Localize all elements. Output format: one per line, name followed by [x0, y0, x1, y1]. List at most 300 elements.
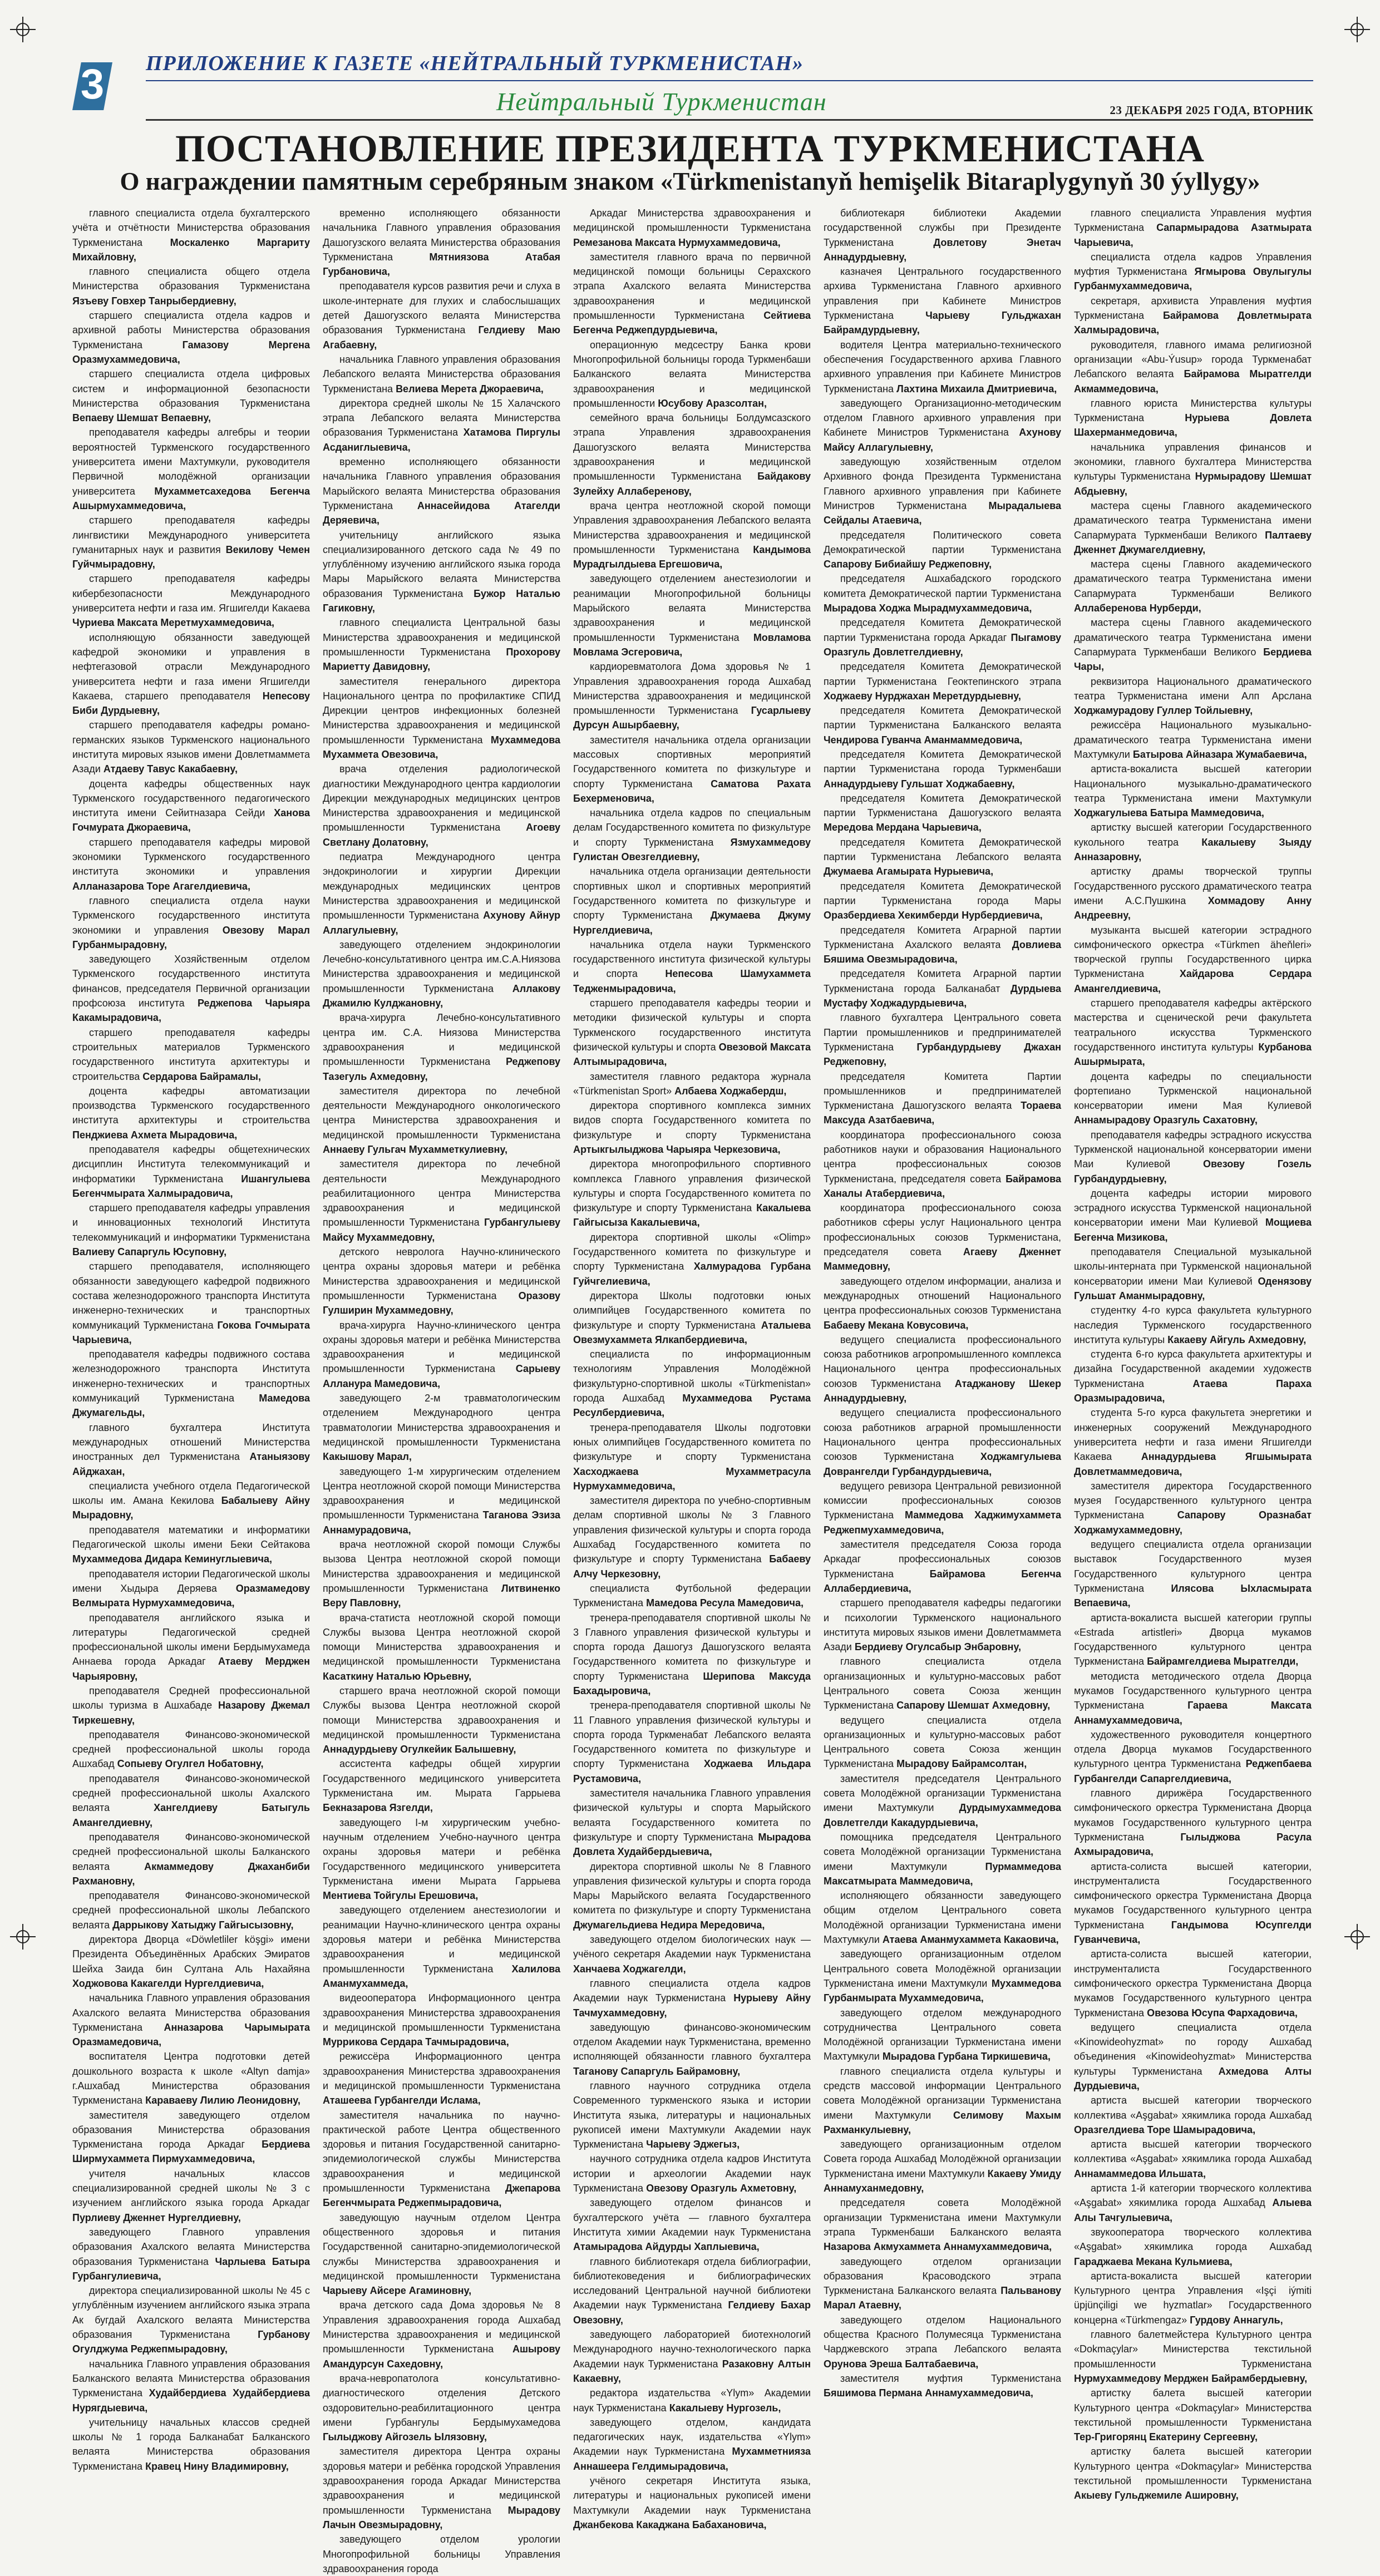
header-rule — [146, 80, 1313, 81]
award-entry — [573, 1157, 811, 1230]
entry-position: педиатра Международного центра эндокринологии и хирургии Дирекции международных медицинских центров Министерства здравоохранения и медицинской промышленности Туркменистана — [323, 851, 560, 921]
entry-position: временно исполняющего обязанности начальника Главного управления образования Марыйского велаята Министерства образования Туркменистана — [323, 456, 560, 511]
entry-name: Караваеву Лилию Леонидовну, — [145, 2095, 300, 2106]
award-entry — [824, 528, 1061, 572]
award-entry — [1074, 1405, 1312, 1478]
entry-name: Байрамгелдиева Мыратгелди, — [1147, 1656, 1299, 1667]
entry-position: главного специалиста Центральной базы Министерства здравоохранения и медицинской промышленности Туркменистана — [323, 617, 560, 658]
entry-name: Аннамаммедова Ильшата, — [1074, 2168, 1206, 2179]
award-entry — [323, 1537, 560, 1610]
entry-position: врача центра неотложной скорой помощи Управления здравоохранения Лебапского велаята Министерства здравоохранения и медицинской промышленности Туркменистана — [573, 500, 811, 555]
entry-name: Какаеву Умиду Аннамуханмедовну, — [824, 2168, 1061, 2194]
entry-name: Хатамова Пиргулы Асданиглыевича, — [323, 427, 560, 453]
entry-position: библиотекаря библиотеки Академии государственной службы при Президенте Туркменистана — [824, 208, 1061, 248]
entry-name: Ахмедова Алты Дурдыевича, — [1074, 2065, 1312, 2091]
entry-position: старшего врача неотложной скорой помощи Службы вызова Центра неотложной скорой помощи Министерства здравоохранения и медицинской промышленности Туркменистана — [323, 1685, 560, 1740]
entry-name: Палтаеву Дженнет Джумагелдиевну, — [1074, 529, 1312, 555]
entry-name: Мухаммедова Мухаммета Овезовича, — [323, 734, 560, 760]
award-entry — [323, 1245, 560, 1317]
award-entry — [323, 1756, 560, 1815]
award-entry — [1074, 1947, 1312, 2020]
award-entry — [573, 659, 811, 732]
entry-name: Акыеву Гульджемиле Ашировну, — [1074, 2490, 1239, 2501]
entry-position: ведущего ревизора Центральной ревизионной комиссии профессиональных союзов Туркменистана — [824, 1480, 1061, 1521]
award-entry — [573, 1493, 811, 1581]
award-entry — [323, 279, 560, 352]
award-entry — [824, 1274, 1061, 1333]
award-entry — [323, 850, 560, 937]
column-5 — [1074, 206, 1312, 2501]
award-entry — [1074, 996, 1312, 1069]
award-entry — [573, 206, 811, 250]
entry-position: директора средней школы № 15 Халачского этрапа Лебапского велаята Министерства образования Туркменистана — [323, 397, 560, 438]
entry-position: председателя Комитета Демократической партии Туркменистана города Туркменбаши — [824, 748, 1061, 775]
entry-position: заведующего отделом биологических наук — учёного секретаря Академии наук Туркменистана — [573, 1934, 811, 1960]
entry-name: Мухамметнияза Аннашеера Гелдимырадовича, — [573, 2446, 811, 2472]
entry-position: главного юриста Министерства культуры Туркменистана — [1074, 397, 1312, 424]
award-entry — [573, 250, 811, 338]
award-entry — [824, 1128, 1061, 1201]
entry-name: Москаленко Маргариту Михайловну, — [72, 236, 310, 263]
award-entry — [824, 879, 1061, 923]
award-entry — [573, 571, 811, 659]
entry-position: главного библиотекаря отдела библиографии, библиотековедения и библиографических исследований Центральной научной библиотеки Академии наук Туркменистана — [573, 2256, 811, 2311]
entry-position: главного специалиста общего отдела Министерства образования Туркменистана — [72, 266, 310, 292]
entry-name: Байдакову Зулейху Аллаберенову, — [573, 471, 811, 497]
entry-name: Пурлиеву Дженнет Нургелдиевну, — [72, 2212, 241, 2223]
column-1 — [72, 206, 310, 2472]
entry-position: начальника управления финансов и экономики, главного бухгалтера Министерства культуры Туркменистана — [1074, 441, 1312, 482]
entry-position: заместителя председателя Союза города Аркадаг профессиональных союзов Туркменистана — [824, 1539, 1061, 1580]
entry-name: Велиева Мерета Джораевича, — [396, 383, 544, 394]
entry-position: преподавателя истории Педагогической школы имени Хыдыра Деряева — [72, 1568, 310, 1594]
entry-position: заведующего отделом Национального общества Красного Полумесяца Туркменистана Чарджевского этрапа Лебапского велаята — [824, 2314, 1061, 2355]
entry-position: ведущего специалиста отдела организационных и культурно-массовых работ Центрального совета Союза женщин Туркменистана — [824, 1714, 1061, 1770]
entry-name: Бердиеву Огулсабыр Энбаровну, — [854, 1641, 1022, 1653]
entry-name: Гурбангулыеву Майсу Мухаммедовну, — [323, 1217, 560, 1243]
entry-name: Мухаммедова Гурбанмырата Мухаммедовича, — [824, 1977, 1061, 2004]
entry-name: Гелдиеву Бахар Овезовну, — [573, 2299, 811, 2326]
entry-name: Шерипова Максуда Бахадыровича, — [573, 1670, 811, 1696]
entry-name: Гараджаева Мекана Кульмиева, — [1074, 2256, 1233, 2267]
entry-position: заведующую финансово-экономическим отделом Академии наук Туркменистана, временно исполняющей обязанности главного бухгалтера — [573, 2021, 811, 2062]
entry-name: Векилову Чемен Гуйчмырадовну, — [72, 544, 310, 570]
entry-name: Аллаберенова Нурберди, — [1074, 603, 1201, 614]
award-entry — [323, 1611, 560, 1684]
award-entry — [573, 1976, 811, 2020]
award-entry — [824, 1947, 1061, 2005]
entry-name: Байрамова Бегенча Аллабердиевича, — [824, 1568, 1061, 1594]
award-entry — [72, 1025, 310, 1084]
entry-name: Мовламова Мовлама Эсгеровича, — [573, 631, 811, 658]
entry-name: Мухамметсахедова Бегенча Ашырмухаммедовича, — [72, 485, 310, 511]
entry-name: Пурмаммедова Максатмырата Маммедовича, — [824, 1861, 1061, 1887]
entry-position: доцента кафедры общественных наук Туркменского государственного педагогического института имени Сейитназара Сейди — [72, 778, 310, 819]
entry-position: тренера-преподавателя Школы подготовки юных олимпийцев Государственного комитета по физкультуре и спорту Туркменистана — [573, 1422, 811, 1463]
entry-position: преподавателя Финансово-экономической средней профессиональной школы Балканского велаята — [72, 1831, 310, 1872]
entry-name: Муррикова Сердара Тачмырадовича, — [323, 2036, 509, 2048]
entry-name: Непесова Шамухаммета Тедженмырадовича, — [573, 968, 811, 994]
award-entry — [573, 411, 811, 499]
entry-position: главного специалиста Управления муфтия Туркменистана — [1074, 208, 1312, 234]
award-entry — [1074, 2269, 1312, 2327]
award-entry — [573, 1098, 811, 1157]
award-entry — [323, 2444, 560, 2532]
entry-name: Сопыеву Огулгел Нобатовну, — [117, 1758, 264, 1770]
entry-name: Аннаеву Гульгач Мухамметкулиевну, — [323, 1144, 508, 1155]
award-entry — [824, 1830, 1061, 1888]
award-entry — [824, 791, 1061, 835]
entry-position: исполняющего обязанности заведующего общим отделом Центрального совета Молодёжной организации Туркменистана имени Махтумкули — [824, 1890, 1061, 1946]
award-entry — [323, 1391, 560, 1464]
entry-name: Артыкгылыджова Чарыяра Черкезовича, — [573, 1144, 781, 1155]
entry-position: исполняющую обязанности заведующей кафедрой экономики и управления в нефтегазовой отрасли Международного университета нефти и газа имени Ягшигелди Какаева, старшего преподавателя — [72, 631, 310, 702]
award-entry — [72, 894, 310, 952]
award-entry — [573, 1289, 811, 1347]
entry-position: артиста-вокалиста высшей категории группы «Estrada artistleri» Дворца мукамов Государственного культурного центра Туркменистана — [1074, 1612, 1312, 1667]
award-entry — [573, 2079, 811, 2151]
entry-name: Гусарлыеву Дурсун Ашырбаевну, — [573, 705, 811, 731]
entry-position: артистку балета высшей категории Культурного центра «Dokmaçylar» Министерства текстильной промышленности Туркменистана — [1074, 2387, 1312, 2428]
entry-position: специалиста отдела кадров Управления муфтия Туркменистана — [1074, 251, 1312, 278]
entry-position: мастера сцены Главного академического драматического театра Туркменистана имени Сапармурата Туркменбаши Великого — [1074, 617, 1312, 658]
entry-position: старшего преподавателя кафедры мировой экономики Туркменского государственного института экономики и управления — [72, 836, 310, 877]
award-entry — [323, 455, 560, 527]
award-entry — [1074, 2020, 1312, 2093]
award-entry — [323, 206, 560, 279]
entry-position: временно исполняющего обязанности начальника Главного управления образования Дашогузского велаята Министерства образования Туркменистана — [323, 208, 560, 263]
entry-position: преподавателя кафедры общетехнических дисциплин Института телекоммуникаций и информатики Туркменистана — [72, 1144, 310, 1185]
entry-position: артиста-солиста высшей категории, инструменталиста Государственного симфонического оркестра Туркменистана Дворца мукамов Государственного культурного центра Туркменистана — [1074, 1948, 1312, 2019]
award-entry — [1074, 718, 1312, 762]
entry-position: председателя Комитета Демократической партии Туркменистана Балканского велаята — [824, 705, 1061, 731]
award-entry — [1074, 2093, 1312, 2137]
award-entry — [72, 1728, 310, 1771]
entry-name: Джумаева Джуму Нургелдиевича, — [573, 910, 811, 936]
entry-position: председателя совета Молодёжной организации Туркменистана имени Махтумкули этрапа Туркменбаши Балканского велаята — [824, 2197, 1061, 2238]
entry-name: Сапарову Бибиайшу Реджеповну, — [824, 559, 992, 570]
award-entry — [72, 2167, 310, 2225]
entry-position: заведующего отделом информации, анализа и международных отношений Национального центра профессиональных союзов Туркменистана — [824, 1275, 1061, 1316]
award-entry — [1074, 338, 1312, 396]
entry-name: Курбанова Ашырмырата, — [1074, 1041, 1312, 1068]
crop-mark-top-left — [10, 17, 36, 42]
entry-name: Ишангулыева Бегенчмырата Халмырадовича, — [72, 1173, 310, 1199]
award-entry — [1074, 557, 1312, 615]
entry-name: Ремезанова Максата Нурмухаммедовича, — [573, 236, 781, 248]
entry-name: Мухаммедова Рустама Ресулбердиевича, — [573, 1393, 811, 1419]
entry-name: Оразгелдиева Торе Шамырадовича, — [1074, 2124, 1256, 2135]
award-entry — [323, 2210, 560, 2298]
award-entry — [824, 1537, 1061, 1596]
crop-mark-bottom-right — [1344, 1924, 1370, 1950]
award-entry — [1074, 2327, 1312, 2386]
entry-position: преподавателя Средней профессиональной школы туризма в Ашхабаде — [72, 1685, 310, 1711]
entry-position: врача-хирурга Научно-клинического центра охраны здоровья матери и ребёнка Министерства здравоохранения и медицинской промышленности Туркменистана — [323, 1319, 560, 1375]
column-2 — [323, 206, 561, 2574]
entry-name: Кандымова Мурадгылдыева Ергешовича, — [573, 544, 811, 570]
entry-name: Мятниязова Атабая Гурбановича, — [323, 251, 560, 278]
entry-name: Гелдиеву Маю Агабаевну, — [323, 324, 560, 351]
award-entry — [72, 1932, 310, 1991]
entry-name: Реджепова Чарыяра Какамырадовича, — [72, 998, 310, 1024]
entry-position: детского невролога Научно-клинического центра охраны здоровья матери и ребёнка Министерства здравоохранения и медицинской промышленности Туркменистана — [323, 1246, 560, 1301]
entry-position: главного научного сотрудника отдела Современного туркменского языка и истории Института языка, литературы и национальных рукописей имени Махтумкули Академии наук Туркменистана — [573, 2080, 811, 2150]
award-entry — [824, 1010, 1061, 1069]
award-entry — [824, 835, 1061, 879]
award-entry — [72, 1771, 310, 1830]
entry-position: мастера сцены Главного академического драматического театра Туркменистана имени Сапармурата Туркменбаши Великого — [1074, 559, 1312, 599]
entry-name: Аннадурдыева Ягшымырата Довлетмаммедовича, — [1074, 1451, 1312, 1477]
award-entry — [72, 952, 310, 1025]
entry-name: Гокова Гочмырата Чарыевича, — [72, 1319, 310, 1345]
entry-position: старшего преподавателя кафедры романо-германских языков Туркменского национального института мировых языков имени Довлетмаммета Азади — [72, 719, 310, 775]
award-entry — [323, 396, 560, 455]
entry-position: начальника отдела науки Туркменского государственного института физической культуры и спорта — [573, 939, 811, 980]
issue-date: 23 ДЕКАБРЯ 2025 ГОДА, ВТОРНИК — [1110, 103, 1313, 117]
entry-name: Кравец Нину Владимировну, — [145, 2460, 289, 2472]
award-entry — [573, 2151, 811, 2195]
entry-position: доцента кафедры истории мирового эстрадного искусства Туркменской национальной консерватории имени Маи Кулиевой — [1074, 1187, 1312, 1228]
award-entry — [824, 1201, 1061, 1274]
entry-position: заведующего 2-м травматологическим отделением Международного центра травматологии Министерства здравоохранения и медицинской промышленности Туркменистана — [323, 1393, 560, 1448]
entry-position: заведующего организационным отделом Центрального совета Молодёжной организации Туркменистана имени Махтумкули — [824, 1948, 1061, 1989]
entry-position: артиста-солиста высшей категории, инструменталиста Государственного симфонического оркестра Туркменистана Дворца мукамов Государственного культурного центра Туркменистана — [1074, 1861, 1312, 1931]
entry-position: заместителя директора по лечебной деятельности Международного реабилитационного центра Министерства здравоохранения и медицинской промышленности Туркменистана — [323, 1158, 560, 1228]
entry-name: Орунова Эреша Балтабаевича, — [824, 2358, 979, 2370]
award-entry — [1074, 820, 1312, 864]
award-entry — [72, 1567, 310, 1611]
entry-name: Сердарова Байрамалы, — [142, 1070, 262, 1082]
entry-position: заведующего отделом урологии Многопрофильной больницы Управления здравоохранения города — [323, 2534, 560, 2574]
entry-name: Ханчаева Ходжагелди, — [573, 1963, 686, 1975]
entry-position: заведующую научным отделом Центра общественного здоровья и питания Государственной санитарно-эпидемиологической службы Министерства здравоохранения и медицинской промышленности Туркменистана — [323, 2212, 560, 2282]
award-entry — [72, 2415, 310, 2474]
entry-position: преподавателя кафедры подвижного состава железнодорожного транспорта Института инженерно-технических и транспортных коммуникаций Туркменистана — [72, 1349, 310, 1404]
award-entry — [573, 733, 811, 806]
award-entry — [824, 396, 1061, 455]
award-entry — [1074, 206, 1312, 250]
entry-name: Мырадалыева Сейдалы Атаевича, — [824, 500, 1061, 526]
award-entry — [573, 1932, 811, 1976]
entry-position: преподавателя кафедры эстрадного искусства Туркменской национальной консерватории имени Маи Кулиевой — [1074, 1129, 1312, 1170]
entry-name: Аннадурдыеву Огулкейик Балышевну, — [323, 1744, 516, 1755]
entry-position: директора многопрофильного спортивного комплекса Главного управления физической культуры и спорта Государственного комитета по физкультуре и спорту Туркменистана — [573, 1158, 811, 1214]
award-entry — [573, 1611, 811, 1699]
award-entry — [573, 499, 811, 571]
entry-position: заведующего 1-м хирургическим отделением Центра неотложной скорой помощи Министерства здравоохранения и медицинской промышленности Туркменистана — [323, 1465, 560, 1521]
entry-name: Аталыева Овезмухаммета Ялкапбердиевича, — [573, 1319, 811, 1345]
entry-position: артиста высшей категории творческого коллектива «Aşgabat» хякимлика города Ашхабад — [1074, 2095, 1312, 2121]
article-title: ПОСТАНОВЛЕНИЕ ПРЕЗИДЕНТА ТУРКМЕНИСТАНА — [175, 127, 1205, 170]
award-entry — [573, 1581, 811, 1611]
entry-position: реквизитора Национального драматического театра Туркменистана имени Алп Арслана — [1074, 675, 1312, 702]
entry-name: Худайбердиева Худайбердиева Нурягдыевича, — [72, 2387, 310, 2414]
award-entry — [323, 1318, 560, 1391]
award-entry — [1074, 440, 1312, 499]
entry-position: научного сотрудника отдела кадров Института истории и археологии Академии наук Туркменистана — [573, 2153, 811, 2194]
entry-position: директора спортивной школы № 8 Главного управления физической культуры и спорта города Мары Марыйского велаята Государственного комитета по физкультуре и спорту Туркменистана — [573, 1861, 811, 1916]
award-entry — [72, 2225, 310, 2283]
entry-position: артиста-вокалиста высшей категории Национального музыкально-драматического театра Туркменистана имени Махтумкули — [1074, 763, 1312, 804]
entry-name: Какалыеву Зыяду Анназаровну, — [1074, 836, 1312, 863]
entry-position: ведущего специалиста профессионального союза работников агропромышленного комплекса Национального центра профессиональных союзов Туркменистана — [824, 1334, 1061, 1389]
entry-position: начальника Главного управления образования Балканского велаята Министерства образования Туркменистана — [72, 2358, 310, 2399]
entry-position: главного дирижёра Государственного симфонического оркестра Туркменистана Дворца мукамов Государственного культурного центра Туркменистана — [1074, 1788, 1312, 1843]
entry-position: студента 5-го курса факультета энергетики и инженерных сооружений Международного университета нефти и газа имени Ягшигелди Какаева — [1074, 1407, 1312, 1463]
entry-position: председателя Комитета Демократической партии Туркменистана Лебапского велаята — [824, 836, 1061, 863]
entry-name: Чарыеву Эджегыз, — [646, 2139, 740, 2150]
entry-name: Ханова Гочмурата Джораевича, — [72, 807, 310, 833]
entry-position: заведующего Хозяйственным отделом Туркменского государственного института финансов, председателя Первичной организации профсоюза института — [72, 954, 310, 1009]
entry-name: Пыгамову Оразгуль Довлетгелдиевну, — [824, 631, 1061, 658]
entry-position: тренера-преподавателя спортивной школы № 11 Главного управления физической культуры и спорта города Туркменабат Лебапского велаята Государственного комитета по физкультуре и спорту Туркменистана — [573, 1700, 811, 1770]
entry-name: Назарову Джемал Тиркешевну, — [72, 1700, 310, 1726]
award-entry — [824, 1654, 1061, 1713]
award-entry — [824, 2371, 1061, 2401]
entry-position: председателя Политического совета Демократической партии Туркменистана — [824, 529, 1061, 555]
entry-name: Гурбандурдыеву Джахан Реджеповну, — [824, 1041, 1061, 1068]
entry-position: заместителя начальника отдела организации массовых спортивных мероприятий Государственного комитета по физкультуре и спорту Туркменистана — [573, 734, 811, 789]
entry-name: Агаеву Дженнет Маммедовну, — [824, 1246, 1061, 1272]
entry-name: Довлиева Бяшима Овезмырадовича, — [824, 939, 1061, 965]
award-entry — [1074, 1069, 1312, 1128]
entry-position: Аркадаг Министерства здравоохранения и медицинской промышленности Туркменистана — [573, 208, 811, 234]
crop-mark-bottom-left — [10, 1924, 36, 1950]
entry-position: начальника Главного управления образования Лебапского велаята Министерства образования Туркменистана — [323, 353, 560, 394]
entry-name: Гурбанову Огулджума Реджепмырадовну, — [72, 2329, 310, 2355]
award-entry — [573, 1230, 811, 1289]
entry-name: Ходжагулыева Батыра Маммедовича, — [1074, 807, 1264, 819]
entry-position: преподавателя кафедры алгебры и теории вероятностей Туркменского государственного университета имени Махтумкули, руководителя Первичной молодёжной организации университета — [72, 427, 310, 497]
entry-position: артиста 1-й категории творческого коллектива «Aşgabat» хякимлика города Ашхабад — [1074, 2183, 1312, 2209]
entry-name: Сапарову Оразнабат Ходжамухаммедовну, — [1074, 1509, 1312, 1536]
award-entry — [824, 2254, 1061, 2313]
award-entry — [323, 615, 560, 674]
entry-name: Нурмырадову Шемшат Абдыевну, — [1074, 471, 1312, 497]
award-entry — [824, 1596, 1061, 1654]
entry-position: главного балетмейстера Культурного центра «Dokmaçylar» Министерства текстильной промышленности Туркменистана — [1074, 2329, 1312, 2370]
entry-position: старшего специалиста отдела цифровых систем и информационной безопасности Министерства образования Туркменистана — [72, 368, 310, 409]
award-entry — [824, 966, 1061, 1010]
award-entry — [323, 1991, 560, 2049]
award-entry — [72, 308, 310, 367]
award-entry — [573, 2474, 811, 2532]
entry-name: Гараева Максата Аннамухаммедовича, — [1074, 1700, 1312, 1726]
award-entry — [1074, 2137, 1312, 2181]
award-entry — [824, 455, 1061, 527]
entry-name: Пальванову Марал Атаевну, — [824, 2285, 1061, 2311]
entry-name: Оразбердиева Хекимберди Нурбердиевича, — [824, 910, 1043, 921]
award-entry — [1074, 250, 1312, 294]
entry-position: артистку балета высшей категории Культурного центра «Dokmaçylar» Министерства текстильной промышленности Туркменистана — [1074, 2446, 1312, 2487]
entry-name: Албаева Ходжабердш, — [674, 1085, 787, 1097]
entry-position: заместителя заведующего отделом образования Министерства образования Туркменистана города Аркадаг — [72, 2109, 310, 2150]
entry-position: секретаря, архивиста Управления муфтия Туркменистана — [1074, 295, 1312, 322]
entry-position: специалиста по информационным технологиям Управления Молодёжной физкультурно-спортивной школы «Türkmenistan» города Ашхабад — [573, 1349, 811, 1404]
entry-position: главного специалиста отдела бухгалтерского учёта и отчётности Министерства образования Туркменистана — [72, 208, 310, 248]
award-entry — [323, 2532, 560, 2576]
entry-position: ведущего специалиста профессионального союза работников аграрной промышленности Национального центра профессиональных союзов Туркменистана — [824, 1407, 1061, 1463]
award-entry — [573, 864, 811, 937]
award-entry — [573, 996, 811, 1069]
award-entry — [573, 2327, 811, 2386]
entry-name: Юсубову Аразсолтан, — [658, 397, 767, 409]
award-entry — [1074, 1303, 1312, 1347]
award-entry — [1074, 2444, 1312, 2503]
entry-name: Гандымова Юсупгелди Гуванчевича, — [1074, 1919, 1312, 1946]
entry-position: старшего преподавателя кафедры теории и методики физической культуры и спорта Туркменского государственного института физической культуры и спорта — [573, 998, 811, 1053]
award-entry — [323, 1684, 560, 1756]
entry-name: Аннасейидова Атагелди Деряевича, — [323, 500, 560, 526]
entry-name: Мырадову Лачын Овезмырадовну, — [323, 2504, 560, 2530]
entry-position: артиста высшей категории творческого коллектива «Aşgabat» хякимлика города Ашхабад — [1074, 2139, 1312, 2165]
entry-name: Овезову Марал Гурбанмырадовну, — [72, 924, 310, 950]
award-entry — [573, 2415, 811, 2474]
award-entry — [1074, 2225, 1312, 2269]
entry-position: директора специализированной школы № 45 с углублённым изучением английского языка этрапа Ак бугдай Ахалского велаята Министерства образования Туркменистана — [72, 2285, 310, 2341]
entry-name: Сапармырадова Азатмырата Чарыевича, — [1074, 222, 1312, 248]
entry-name: Овезову Гозель Гурбандурдыевну, — [1074, 1158, 1312, 1185]
award-entry — [1074, 1347, 1312, 1405]
award-entry — [1074, 1669, 1312, 1728]
entry-position: артистку драмы творческой труппы Государственного русского драматического театра имени А.С.Пушкина — [1074, 866, 1312, 906]
award-entry — [1074, 1128, 1312, 1186]
entry-name: Бабаеву Мекана Ковусовича, — [824, 1319, 969, 1331]
award-entry — [323, 937, 560, 1010]
entry-name: Байрамова Ханалы Атабердиевича, — [824, 1173, 1061, 1199]
entry-position: ведущего специалиста отдела организации выставок Государственного музея Государственного культурного центра Туркменистана — [1074, 1539, 1312, 1594]
entry-name: Атдаеву Тавус Какабаевну, — [103, 763, 238, 775]
entry-position: видеооператора Информационного центра здравоохранения Министерства здравоохранения и медицинской промышленности Туркменистана — [323, 1992, 560, 2033]
award-entry — [824, 1405, 1061, 1478]
entry-name: Касаткину Наталью Юрьевну, — [323, 1670, 472, 1682]
award-entry — [1074, 2181, 1312, 2225]
award-entry — [323, 674, 560, 762]
entry-position: заведующего отделом организации образования Красоводского этрапа Туркменистана Балканского велаята — [824, 2256, 1061, 2297]
entry-name: Алланазарова Торе Агагелдиевича, — [72, 880, 250, 892]
award-entry — [72, 513, 310, 571]
entry-position: студентку 4-го курса факультета культурного наследия Туркменского государственного института культуры — [1074, 1305, 1312, 1345]
entry-name: Ходжамгулыева Доврангелди Гурбандурдыевича, — [824, 1451, 1061, 1477]
entry-name: Маммедова Хаджимухаммета Реджепмухаммедовича, — [824, 1509, 1061, 1536]
entry-name: Какалыева Гайгысыза Какалыевича, — [573, 1202, 811, 1228]
award-entry — [1074, 294, 1312, 338]
award-entry — [1074, 674, 1312, 718]
entry-name: Чарлыева Батыра Гурбангулиевича, — [72, 2256, 310, 2282]
award-entry — [1074, 923, 1312, 996]
award-entry — [573, 338, 811, 411]
entry-name: Овезовой Максата Алтымырадовича, — [573, 1041, 811, 1068]
award-entry — [824, 747, 1061, 791]
entry-name: Ахунову Айнур Аллагулыевну, — [323, 910, 560, 936]
entry-position: главного специалиста отдела науки Туркменского государственного института экономики и управления — [72, 895, 310, 936]
entry-position: врача отделения радиологической диагностики Международного центра кардиологии Дирекции международных медицинских центров Министерства здравоохранения и медицинской промышленности Туркменистана — [323, 763, 560, 833]
entry-name: Джепарова Бегенчмырата Реджепмырадовича, — [323, 2183, 560, 2209]
entry-name: Язъеву Говхер Танрыбердиевну, — [72, 295, 236, 307]
award-entry — [323, 352, 560, 396]
entry-name: Чуриева Максата Меретмухаммедовича, — [72, 617, 274, 629]
entry-name: Ашырову Амандурсун Сахедовну, — [323, 2343, 560, 2370]
award-entry — [1074, 1786, 1312, 1859]
entry-name: Атаеву Мерджен Чарыяровну, — [72, 1656, 310, 1682]
entry-position: председателя Комитета Демократической партии Туркменистана города Мары — [824, 880, 1061, 906]
entry-name: Таганова Эзиза Аннамурадовича, — [323, 1509, 561, 1536]
award-entry — [323, 1815, 560, 1903]
entry-position: помощника председателя Центрального совета Молодёжной организации Туркменистана имени Махтумкули — [824, 1831, 1061, 1872]
award-entry — [1074, 1728, 1312, 1786]
entry-position: врача неотложной скорой помощи Службы вызова Центра неотложной скорой помощи Министерства здравоохранения и медицинской промышленности Туркменистана — [323, 1539, 560, 1594]
